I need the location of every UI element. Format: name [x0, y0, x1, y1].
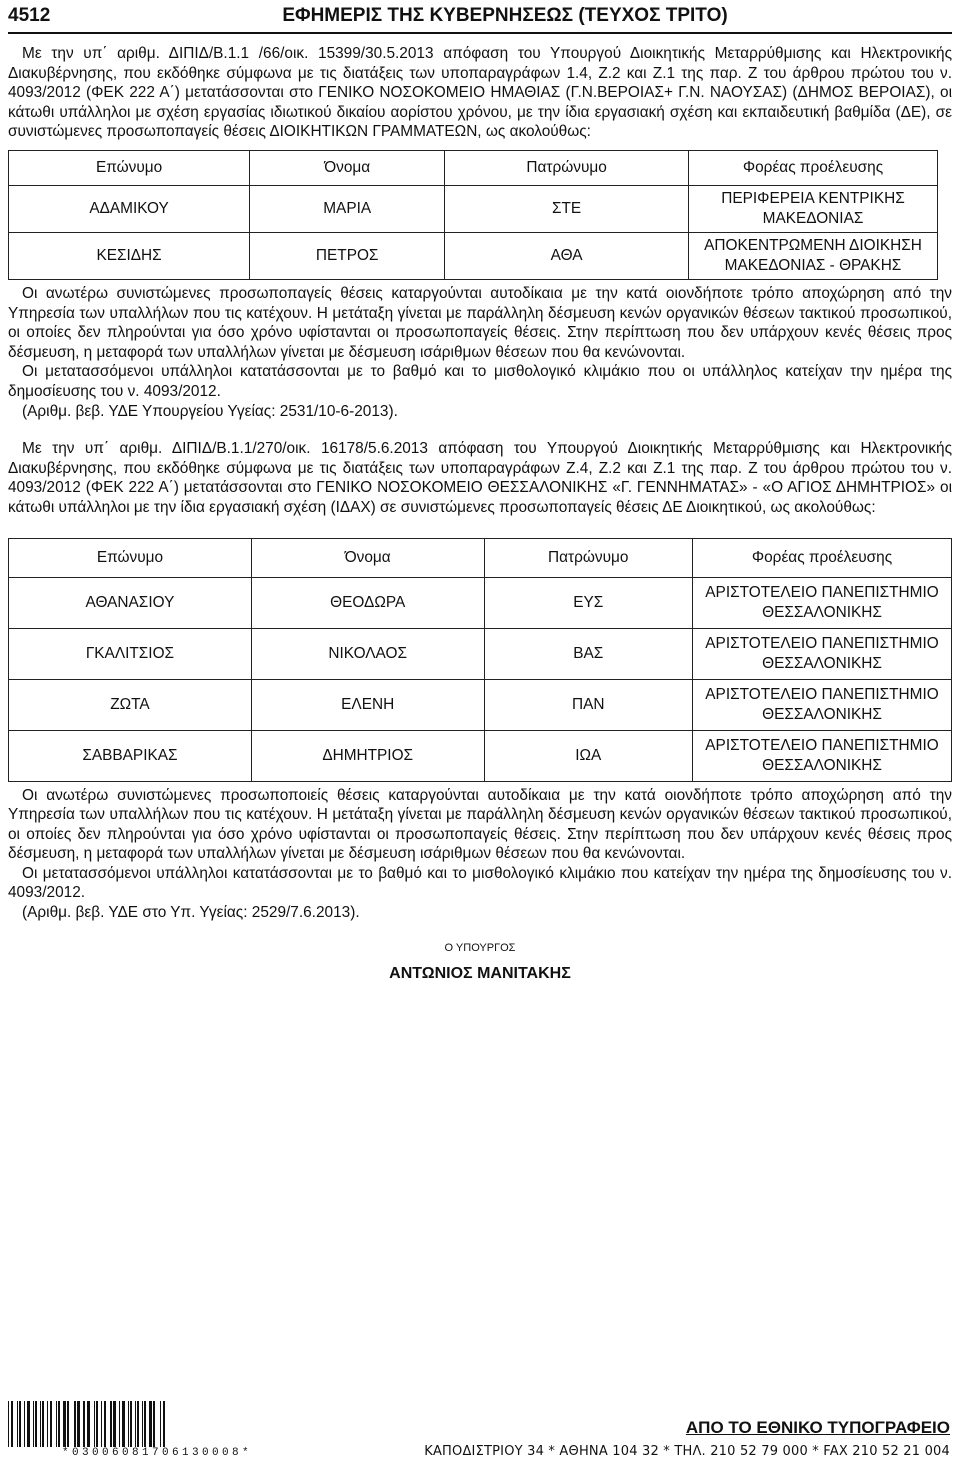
cell-surname: ΣΑΒΒΑΡΙΚΑΣ — [9, 730, 252, 781]
page-content — [8, 44, 952, 983]
column-header-origin: Φορέας προέλευσης — [689, 150, 938, 185]
cell-origin: ΠΕΡΙΦΕΡΕΙΑ ΚΕΝΤΡΙΚΗΣ ΜΑΚΕΔΟΝΙΑΣ — [689, 185, 938, 232]
column-header-patronymic: Πατρώνυμο — [484, 538, 692, 577]
column-header-origin: Φορέας προέλευσης — [693, 538, 952, 577]
table-row — [9, 185, 938, 232]
cell-name: ΠΕΤΡΟΣ — [250, 232, 445, 279]
printer-title: ΑΠΟ ΤΟ ΕΘΝΙΚΟ ΤΥΠΟΓΡΑΦΕΙΟ — [685, 1418, 950, 1437]
cell-origin: ΑΡΙΣΤΟΤΕΛΕΙΟ ΠΑΝΕΠΙΣΤΗΜΙΟ ΘΕΣΣΑΛΟΝΙΚΗΣ — [693, 730, 952, 781]
cell-surname: ΑΔΑΜΙΚΟΥ — [9, 185, 250, 232]
cell-name: ΕΛΕΝΗ — [251, 679, 484, 730]
decision-2-intro: Με την υπ΄ αριθμ. ΔΙΠΙΔ/Β.1.1/270/οικ. 16178/5.6.2013 απόφαση του Υπουργού Διοικητικής Μεταρρύθμισης και Ηλεκτρονικής Διακυβέρνησης, που εκδόθηκε σύμφωνα με τις διατάξεις των υποπαραγράφων Ζ.4, Ζ.2 και Ζ.1 της παρ. Ζ του άρθρου πρώτου του ν. 4093/2012 (ΦΕΚ 222 Α΄) μετατάσσονται στο ΓΕΝΙΚΟ ΝΟΣΟΚΟΜΕΙΟ ΘΕΣΣΑΛΟΝΙΚΗΣ «Γ. ΓΕΝΝΗΜΑΤΑΣ» - «Ο ΑΓΙΟΣ ΔΗΜΗΤΡΙΟΣ» οι κάτωθι υπάλληλοι με την ίδια εργασιακή σχέση (ΙΔΑΧ) σε συνιστώμενες προσωποπαγείς θέσεις ΔΕ Διοικητικού, ως ακολούθως: — [8, 440, 952, 516]
cell-patronymic: ΒΑΣ — [484, 628, 692, 679]
column-header-surname: Επώνυμο — [9, 538, 252, 577]
column-header-patronymic: Πατρώνυμο — [445, 150, 689, 185]
page-number: 4512 — [8, 5, 51, 26]
cell-patronymic: ΣΤΕ — [445, 185, 689, 232]
barcode — [8, 1401, 306, 1459]
decision-1-intro: Με την υπ΄ αριθμ. ΔΙΠΙΔ/Β.1.1 /66/οικ. 15399/30.5.2013 απόφαση του Υπουργού Διοικητικής Μεταρρύθμισης και Ηλεκτρονικής Διακυβέρνησης, που εκδόθηκε σύμφωνα με τις διατάξεις των υποπαραγράφων 1.4, Ζ.2 και Ζ.1 της παρ. Ζ του άρθρου πρώτου του ν. 4093/2012 (ΦΕΚ 222 Α΄) μετατάσσονται στο ΓΕΝΙΚΟ ΝΟΣΟΚΟΜΕΙΟ ΗΜΑΘΙΑΣ (Γ.Ν.ΒΕΡΟΙΑΣ+ Γ.Ν. ΝΑΟΥΣΑΣ) (ΔΗΜΟΣ ΒΕΡΟΙΑΣ), οι κάτωθι υπάλληλοι με σχέση εργασίας ιδιωτικού δικαίου αορίστου χρόνου, με την ίδια εργασιακή σχέση και εκπαιδευτική βαθμίδα (ΔΕ), σε συνιστώμενες προσωποπαγείς θέσεις ΔΙΟΙΚΗΤΙΚΩΝ ΓΡΑΜΜΑΤΕΩΝ, ως ακολούθως: — [8, 45, 952, 141]
cell-origin: ΑΡΙΣΤΟΤΕΛΕΙΟ ΠΑΝΕΠΙΣΤΗΜΙΟ ΘΕΣΣΑΛΟΝΙΚΗΣ — [693, 679, 952, 730]
cell-name: ΔΗΜΗΤΡΙΟΣ — [251, 730, 484, 781]
printer-address: ΚΑΠΟΔΙΣΤΡΙΟΥ 34 * ΑΘΗΝΑ 104 32 * ΤΗΛ. 210 52 79 000 * FAX 210 52 21 004 — [424, 1444, 950, 1459]
cell-patronymic: ΑΘΑ — [445, 232, 689, 279]
cell-name: ΜΑΡΙΑ — [250, 185, 445, 232]
decision-2-paragraph-1: Οι ανωτέρω συνιστώμενες προσωποποιείς θέσεις καταργούνται αυτοδίκαια με την κατά οιονδήποτε τρόπο αποχώρηση από την Υπηρεσία των υπαλλήλων που τις κατέχουν. Η μετάταξη γίνεται με παράλληλη δέσμευση κενών οργανικών θέσεων τακτικού προσωπικού, οι οποίες δεν πληρούνται για όσο χρόνο υφίστανται οι προσωποπαγείς θέσεις. Στην περίπτωση που δεν υπάρχουν κενές θέσεις προς δέσμευση, η μεταφορά των υπαλλήλων γίνεται με δέσμευση ισάριθμων θέσεων που θα κενώνονται. — [8, 786, 952, 863]
cell-origin: ΑΠΟΚΕΝΤΡΩΜΕΝΗ ΔΙΟΙΚΗΣΗ ΜΑΚΕΔΟΝΙΑΣ - ΘΡΑΚΗΣ — [689, 232, 938, 279]
cell-surname: ΚΕΣΙΔΗΣ — [9, 232, 250, 279]
decision-2-paragraph-2: Οι μετατασσόμενοι υπάλληλοι κατατάσσονται με το βαθμό και το μισθολογικό κλιμάκιο που κατείχαν την ημέρα της δημοσίευσης του ν. 4093/2012. — [8, 864, 952, 902]
header-rule — [8, 32, 952, 34]
table-row — [9, 679, 952, 730]
barcode-digits: *03006081706130008* — [61, 1447, 253, 1459]
cell-origin: ΑΡΙΣΤΟΤΕΛΕΙΟ ΠΑΝΕΠΙΣΤΗΜΙΟ ΘΕΣΣΑΛΟΝΙΚΗΣ — [693, 628, 952, 679]
cell-origin: ΑΡΙΣΤΟΤΕΛΕΙΟ ΠΑΝΕΠΙΣΤΗΜΙΟ ΘΕΣΣΑΛΟΝΙΚΗΣ — [693, 577, 952, 628]
decision-2-table — [8, 538, 952, 782]
signatory-name: ΑΝΤΩΝΙΟΣ ΜΑΝΙΤΑΚΗΣ — [389, 964, 571, 982]
column-header-name: Όνομα — [251, 538, 484, 577]
cell-patronymic: ΠΑΝ — [484, 679, 692, 730]
cell-patronymic: ΕΥΣ — [484, 577, 692, 628]
decision-1-reference: (Αριθμ. βεβ. ΥΔΕ Υπουργείου Υγείας: 2531/10-6-2013). — [22, 402, 398, 420]
barcode-bars — [8, 1401, 169, 1447]
signature-block — [8, 941, 952, 983]
cell-name: ΝΙΚΟΛΑΟΣ — [251, 628, 484, 679]
table-row — [9, 232, 938, 279]
signatory-role: Ο ΥΠΟΥΡΓΟΣ — [444, 941, 516, 954]
running-title: ΕΦΗΜΕΡΙΣ ΤΗΣ ΚΥΒΕΡΝΗΣΕΩΣ (ΤΕΥΧΟΣ ΤΡΙΤΟ) — [282, 5, 728, 26]
decision-2-reference: (Αριθμ. βεβ. ΥΔΕ στο Υπ. Υγείας: 2529/7.6.2013). — [22, 904, 360, 922]
decision-1-table — [8, 150, 938, 280]
table-row — [9, 628, 952, 679]
decision-1 — [8, 44, 952, 421]
cell-surname: ΖΩΤΑ — [9, 679, 252, 730]
table-row — [9, 577, 952, 628]
page-header — [8, 2, 952, 30]
cell-name: ΘΕΟΔΩΡΑ — [251, 577, 484, 628]
decision-2 — [8, 439, 952, 923]
decision-1-paragraph-1: Οι ανωτέρω συνιστώμενες προσωποπαγείς θέσεις καταργούνται αυτοδίκαια με την κατά οιονδήποτε τρόπο αποχώρηση από την Υπηρεσία των υπαλλήλων που τις κατέχουν. Η μετάταξη γίνεται με παράλληλη δέσμευση κενών οργανικών θέσεων τακτικού προσωπικού, οι οποίες δεν πληρούνται για όσο χρόνο υφίστανται οι προσωποπαγείς θέσεις. Στην περίπτωση που δεν υπάρχουν κενές θέσεις προς δέσμευση, η μεταφορά των υπαλλήλων γίνεται με δέσμευση ισάριθμων θέσεων που θα κενώνονται. — [8, 284, 952, 361]
decision-1-paragraph-2: Οι μετατασσόμενοι υπάλληλοι κατατάσσονται με το βαθμό και το μισθολογικό κλιμάκιο που οι υπάλληλος κατείχαν την ημέρα της δημοσίευσης του ν. 4093/2012. — [8, 363, 952, 400]
table-header-row — [9, 150, 938, 185]
column-header-name: Όνομα — [250, 150, 445, 185]
cell-surname: ΓΚΑΛΙΤΣΙΟΣ — [9, 628, 252, 679]
table-row — [9, 730, 952, 781]
table-header-row — [9, 538, 952, 577]
cell-surname: ΑΘΑΝΑΣΙΟΥ — [9, 577, 252, 628]
cell-patronymic: ΙΩΑ — [484, 730, 692, 781]
column-header-surname: Επώνυμο — [9, 150, 250, 185]
